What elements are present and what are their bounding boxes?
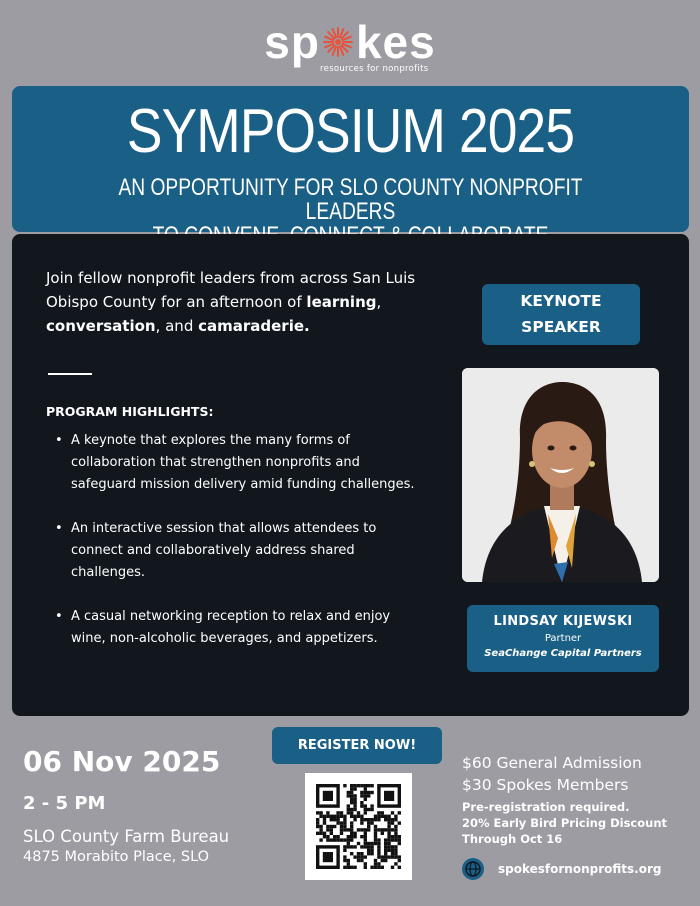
pricing-notes	[462, 799, 694, 847]
speaker-role: Partner	[544, 633, 582, 644]
keynote-badge-line-1: KEYNOTE	[520, 292, 602, 310]
website-url[interactable]: spokesfornonprofits.org	[498, 862, 662, 876]
subtitle-line-1: AN OPPORTUNITY FOR SLO COUNTY NONPROFIT LEADERS	[118, 174, 583, 225]
venue-name: SLO County Farm Bureau	[23, 827, 230, 846]
highlights-heading: PROGRAM HIGHLIGHTS:	[46, 404, 214, 419]
details-panel	[12, 234, 689, 716]
logo-text-end: kes	[355, 16, 436, 68]
intro-separator-2: , and	[155, 317, 199, 335]
speaker-name: LINDSAY KIJEWSKI	[493, 614, 633, 629]
price-general: $60 General Admission	[462, 754, 642, 772]
speaker-photo	[462, 368, 659, 582]
logo-tagline: resources for nonprofits	[320, 64, 429, 74]
highlight-item: • An interactive session that allows attendees to connect and collaboratively address shared challenges.	[46, 518, 416, 584]
registration-qr-code[interactable]	[305, 773, 412, 880]
event-time: 2 - 5 PM	[23, 793, 106, 814]
pricing-note-3: Through Oct 16	[462, 832, 563, 846]
pricing-block	[462, 752, 694, 847]
venue-address: 4875 Morabito Place, SLO	[23, 849, 210, 865]
sun-icon	[321, 25, 355, 59]
divider	[48, 373, 92, 375]
intro-bold-learning: learning	[306, 293, 377, 311]
pricing-note-1: Pre-registration required.	[462, 800, 630, 814]
speaker-organization: SeaChange Capital Partners	[484, 648, 642, 659]
website-link[interactable]	[462, 858, 661, 880]
price-members: $30 Spokes Members	[462, 776, 629, 794]
keynote-speaker-badge	[482, 284, 640, 345]
event-title: SYMPOSIUM 2025	[126, 97, 575, 166]
highlight-item: • A casual networking reception to relax and enjoy wine, non-alcoholic beverages, and appetizers.	[46, 606, 416, 650]
highlight-item: • A keynote that explores the many forms of collaboration that strengthen nonprofits and safeguard mission delivery amid funding challenges.	[46, 430, 416, 496]
highlights-list	[46, 430, 416, 672]
title-banner	[12, 86, 689, 232]
globe-icon	[462, 858, 484, 880]
logo-text-start: sp	[264, 16, 320, 68]
intro-text: Join fellow nonprofit leaders from across San Luis Obispo County for an afternoon of	[46, 269, 416, 311]
event-venue	[23, 827, 229, 867]
intro-bold-camaraderie: camaraderie.	[198, 317, 310, 335]
keynote-badge-line-2: SPEAKER	[521, 318, 601, 336]
logo-wordmark	[264, 18, 435, 66]
speaker-portrait-illustration	[462, 368, 659, 582]
speaker-info-card	[467, 605, 659, 672]
intro-paragraph	[46, 266, 426, 338]
qr-code-icon	[305, 773, 412, 880]
intro-separator-1: ,	[376, 293, 382, 311]
intro-bold-conversation: conversation	[46, 317, 156, 335]
pricing-note-2: 20% Early Bird Pricing Discount	[462, 816, 668, 830]
event-date: 06 Nov 2025	[23, 745, 221, 778]
register-now-button[interactable]: REGISTER NOW!	[272, 727, 442, 764]
spokes-logo	[0, 16, 700, 74]
